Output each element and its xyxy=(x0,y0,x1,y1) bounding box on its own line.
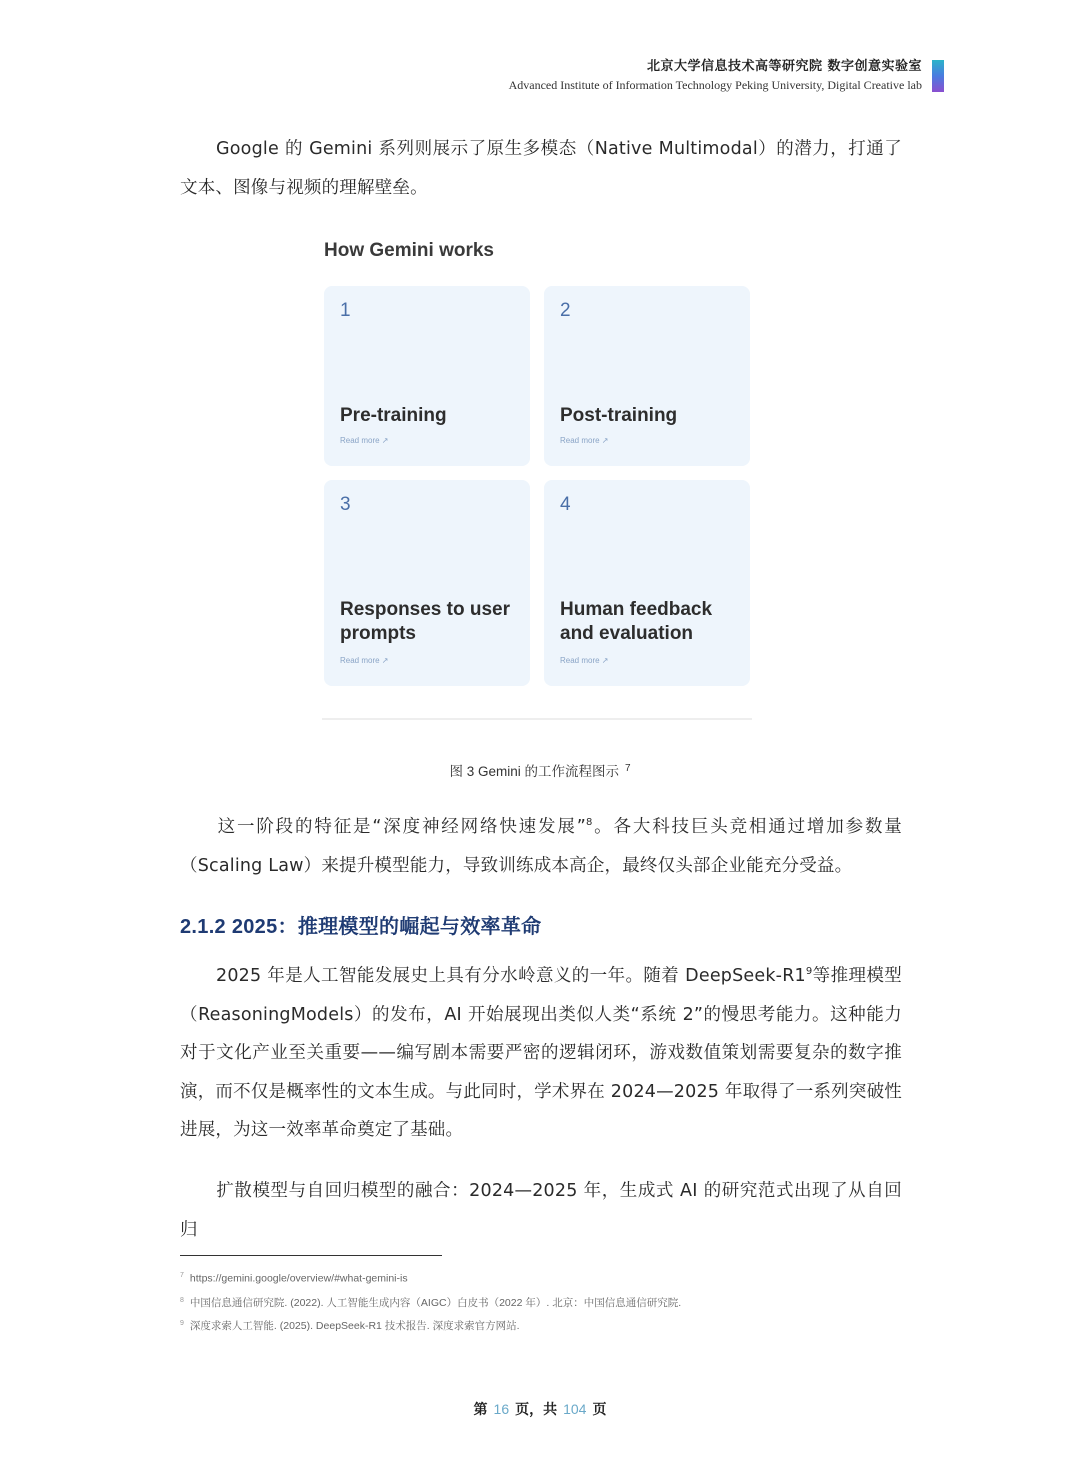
footnote-ref-9[interactable]: 9 xyxy=(805,966,813,978)
paragraph-2025 xyxy=(180,957,902,1150)
card-responses xyxy=(324,480,530,686)
read-more-link[interactable]: Read more ↗ xyxy=(340,436,389,445)
footnote-text[interactable]: https://gemini.google/overview/#what-gemini-is xyxy=(189,1272,408,1285)
paragraph-diffusion-text: 扩散模型与自回归模型的融合：2024—2025 年，生成式 AI 的研究范式出现了从自回归 xyxy=(180,1181,902,1240)
paragraph-2025-a: 2025 年是人工智能发展史上具有分水岭意义的一年。随着 DeepSeek-R1 xyxy=(216,966,806,986)
paragraph-scaling xyxy=(180,808,902,885)
pager-prefix: 第 xyxy=(473,1401,488,1417)
pager-total: 104 xyxy=(563,1401,587,1417)
footnote-8 xyxy=(180,1295,681,1310)
footnote-mark: 7 xyxy=(180,1272,184,1279)
header-title-en: Advanced Institute of Information Technology Peking University, Digital Creative lab xyxy=(508,78,922,92)
pager-suffix: 页 xyxy=(592,1401,607,1417)
footnote-mark: 8 xyxy=(180,1296,184,1304)
figure-divider xyxy=(322,718,752,720)
card-label: Human feedback and evaluation xyxy=(560,599,713,644)
paragraph-2025-b: 等推理模型（ReasoningModels）的发布，AI 开始展现出类似人类“系统 2”的慢思考能力。这种能力对于文化产业至关重要——编写剧本需要严密的逻辑闭环，游戏数值策划需要复杂的数字推演，而不仅是概率性的文本生成。与此同时，学术界在 2024—2025 年取得了一系列突破性进展，为这一效率革命奠定了基础。 xyxy=(180,966,902,1140)
caption-text: 图 3 Gemini 的工作流程图示 xyxy=(449,764,619,779)
card-label: Pre-training xyxy=(340,405,447,426)
figure-title: How Gemini works xyxy=(324,240,494,261)
card-number: 4 xyxy=(560,494,571,515)
footnote-rule xyxy=(180,1255,442,1256)
section-heading: 2.1.2 2025：推理模型的崛起与效率革命 xyxy=(180,916,542,938)
paragraph-gemini-text: Google 的 Gemini 系列则展示了原生多模态（Native Multimodal）的潜力，打通了文本、图像与视频的理解壁垒。 xyxy=(180,139,902,198)
figure-caption xyxy=(0,760,1080,780)
footnote-ref-8[interactable]: 8 xyxy=(585,817,593,829)
card-human-feedback xyxy=(544,480,750,686)
pager-current: 16 xyxy=(493,1401,510,1417)
card-number: 1 xyxy=(340,300,351,321)
paragraph-diffusion xyxy=(180,1172,902,1249)
card-pre-training xyxy=(324,286,530,466)
footnote-9 xyxy=(180,1318,520,1333)
card-label: Responses to user prompts xyxy=(340,599,510,644)
header-color-bar xyxy=(932,60,944,92)
footnote-7 xyxy=(180,1272,408,1285)
header-title-cn: 北京大学信息技术高等研究院 数字创意实验室 xyxy=(646,59,922,74)
paragraph-gemini xyxy=(180,130,902,207)
card-post-training xyxy=(544,286,750,466)
card-label: Post-training xyxy=(560,405,678,426)
footnote-mark: 9 xyxy=(180,1319,184,1327)
caption-footnote-ref[interactable]: 7 xyxy=(624,762,631,774)
page-number xyxy=(0,1399,1080,1419)
footnote-text: 深度求索人工智能. (2025). DeepSeek-R1 技术报告. 深度求索官方网站. xyxy=(189,1320,520,1332)
read-more-link[interactable]: Read more ↗ xyxy=(560,436,609,445)
page-header xyxy=(509,58,922,94)
read-more-link[interactable]: Read more ↗ xyxy=(340,656,389,665)
card-number: 3 xyxy=(340,494,351,515)
read-more-link[interactable]: Read more ↗ xyxy=(560,656,609,665)
paragraph-scaling-a: 这一阶段的特征是“深度神经网络快速发展” xyxy=(216,817,586,837)
card-number: 2 xyxy=(560,300,571,321)
paragraph-scaling-b: 。各大科技巨头竞相通过增加参数量（Scaling Law）来提升模型能力，导致训练成本高企，最终仅头部企业能充分受益。 xyxy=(180,817,902,876)
pager-mid: 页，共 xyxy=(515,1401,558,1417)
footnote-text: 中国信息通信研究院. (2022). 人工智能生成内容（AIGC）白皮书（2022 年）. 北京：中国信息通信研究院. xyxy=(189,1297,682,1309)
figure-gemini xyxy=(312,230,764,730)
